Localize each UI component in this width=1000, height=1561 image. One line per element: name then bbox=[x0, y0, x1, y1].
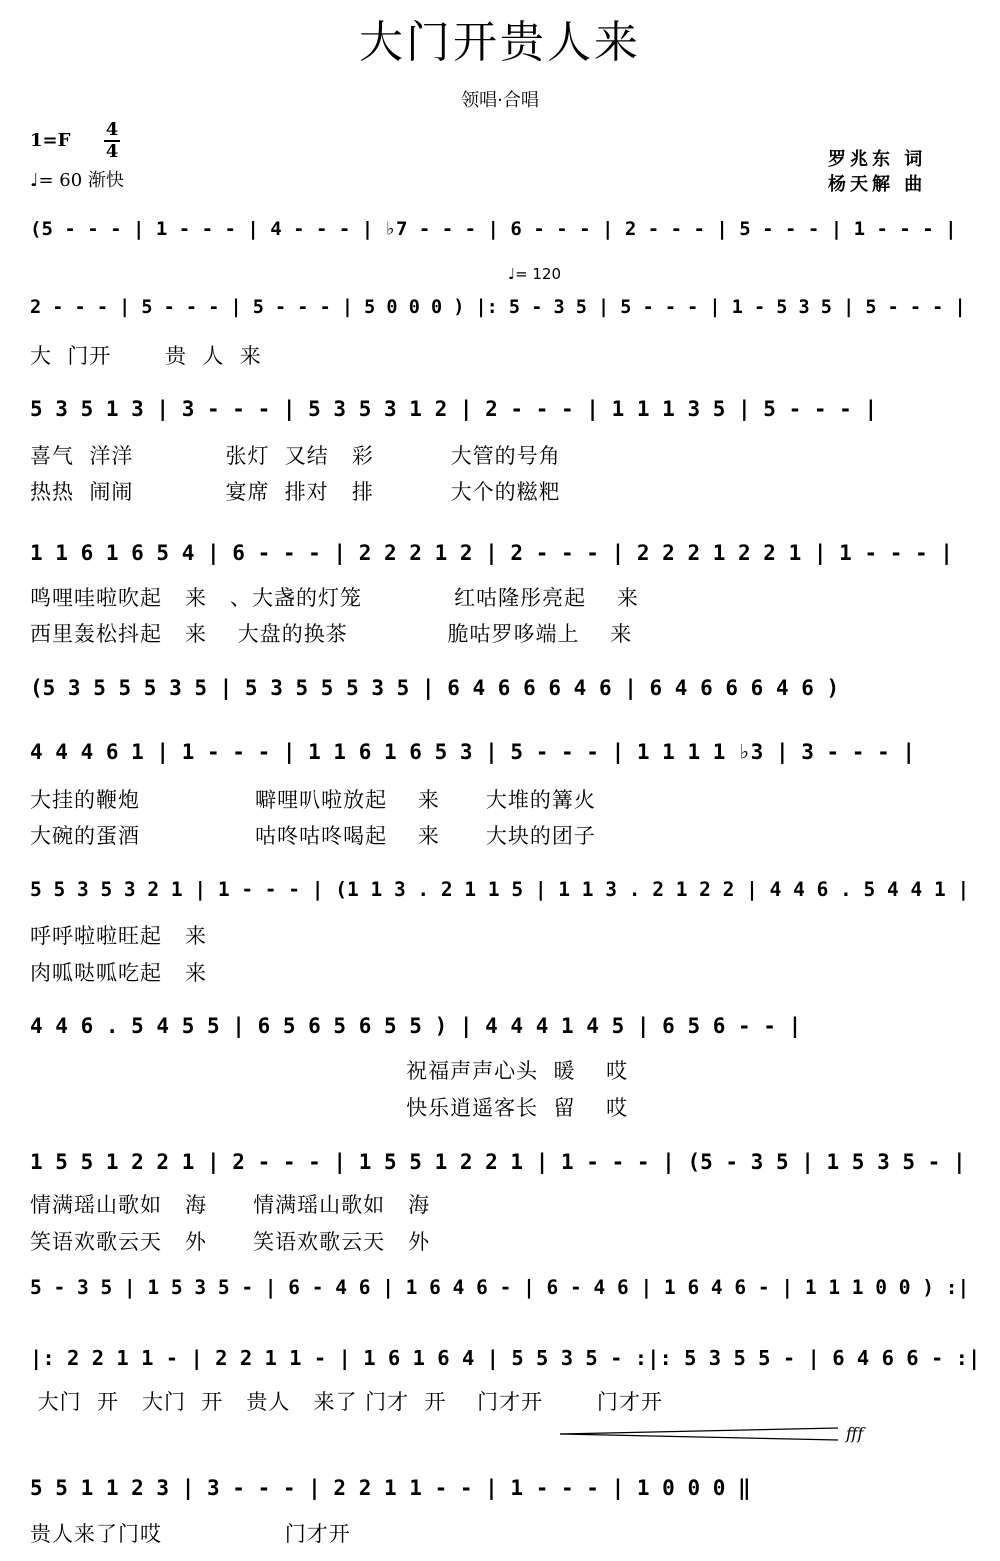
key-signature: 1=F bbox=[30, 130, 71, 151]
crescendo-hairpin bbox=[560, 1428, 838, 1440]
notation-line-5: (5 3 5 5 5 3 5 | 5 3 5 5 5 3 5 | 6 4 6 6 6 4 6 | 6 4 6 6 6 4 6 ) bbox=[30, 676, 840, 700]
composer-credit: 杨天解 曲 bbox=[828, 174, 927, 195]
subtitle: 领唱·合唱 bbox=[461, 90, 539, 111]
lyrics-line-9-verse-2: 笑语欢歌云天 外 笑语欢歌云天 外 bbox=[30, 1230, 431, 1254]
lyrics-line-3-verse-1: 喜气 洋洋 张灯 又结 彩 大管的号角 bbox=[30, 444, 561, 468]
lyrics-line-6-verse-1: 大挂的鞭炮 噼哩叭啦放起 来 大堆的篝火 bbox=[30, 788, 596, 812]
lyrics-line-8-verse-2: 快乐逍遥客长 留 哎 bbox=[30, 1096, 629, 1120]
lyrics-line-6-verse-2: 大碗的蛋酒 咕咚咕咚喝起 来 大块的团子 bbox=[30, 824, 596, 848]
lyrics-line-9-verse-1: 情满瑶山歌如 海 情满瑶山歌如 海 bbox=[30, 1193, 431, 1217]
notation-line-10: 5 - 3 5 | 1 5 3 5 - | 6 - 4 6 | 1 6 4 6 - | 6 - 4 6 | 1 6 4 6 - | 1 1 1 0 0 ) :| bbox=[30, 1276, 970, 1299]
notation-line-8: 4 4 6 . 5 4 5 5 | 6 5 6 5 6 5 5 ) | 4 4 4 1 4 5 | 6 5 6 - - | bbox=[30, 1014, 802, 1038]
time-signature-bottom: 4 bbox=[105, 141, 119, 162]
lyrics-line-12-verse-1: 贵人来了门哎 门才开 bbox=[30, 1522, 351, 1546]
notation-line-3: 5 3 5 1 3 | 3 - - - | 5 3 5 3 1 2 | 2 - - - | 1 1 1 3 5 | 5 - - - | bbox=[30, 397, 878, 421]
notation-line-12: 5 5 1 1 2 3 | 3 - - - | 2 2 1 1 - - | 1 - - - | 1 0 0 0 ‖ bbox=[30, 1476, 751, 1500]
tempo-change-marking: ♩= 120 bbox=[508, 265, 562, 283]
lyrics-line-2-verse-1: 大 门开 贵 人 来 bbox=[30, 344, 262, 368]
time-signature-top: 4 bbox=[105, 119, 119, 140]
notation-line-11: |: 2 2 1 1 - | 2 2 1 1 - | 1 6 1 6 4 | 5 5 3 5 - :|: 5 3 5 5 - | 6 4 6 6 - :| bbox=[30, 1346, 981, 1370]
lyrics-line-8-verse-1: 祝福声声心头 暖 哎 bbox=[30, 1059, 629, 1083]
notation-line-2: 2 - - - | 5 - - - | 5 - - - | 5 0 0 0 ) |: 5 - 3 5 | 5 - - - | 1 - 5 3 5 | 5 - - - | bbox=[30, 297, 966, 318]
lyrics-line-11-verse-1: 大门 开 大门 开 贵人 来了 门才 开 门才开 门才开 bbox=[30, 1390, 663, 1414]
lyrics-line-4-verse-1: 鸣哩哇啦吹起 来 、大盏的灯笼 红咕隆彤亮起 来 bbox=[30, 586, 639, 610]
dynamic-marking: fff bbox=[846, 1424, 864, 1443]
tempo-marking: ♩= 60 渐快 bbox=[30, 170, 124, 191]
page-title: 大门开贵人来 bbox=[359, 17, 641, 68]
notation-line-7: 5 5 3 5 3 2 1 | 1 - - - | (1 1 3 . 2 1 1 5 | 1 1 3 . 2 1 2 2 | 4 4 6 . 5 4 4 1 | bbox=[30, 878, 970, 901]
notation-line-4: 1 1 6 1 6 5 4 | 6 - - - | 2 2 2 1 2 | 2 - - - | 2 2 2 1 2 2 1 | 1 - - - | bbox=[30, 541, 953, 565]
lyrics-line-3-verse-2: 热热 闹闹 宴席 排对 排 大个的糍粑 bbox=[30, 480, 561, 504]
notation-line-1: (5 - - - | 1 - - - | 4 - - - | ♭7 - - - | 6 - - - | 2 - - - | 5 - - - | 1 - - - | bbox=[30, 218, 957, 240]
notation-line-6: 4 4 4 6 1 | 1 - - - | 1 1 6 1 6 5 3 | 5 - - - | 1 1 1 1 ♭3 | 3 - - - | bbox=[30, 740, 916, 764]
lyricist-credit: 罗兆东 词 bbox=[828, 149, 927, 170]
lyrics-line-7-verse-2: 肉呱哒呱吃起 来 bbox=[30, 961, 208, 985]
notation-line-9: 1 5 5 1 2 2 1 | 2 - - - | 1 5 5 1 2 2 1 | 1 - - - | (5 - 3 5 | 1 5 3 5 - | bbox=[30, 1150, 966, 1174]
lyrics-line-7-verse-1: 呼呼啦啦旺起 来 bbox=[30, 924, 208, 948]
lyrics-line-4-verse-2: 西里轰松抖起 来 大盘的换茶 脆咕罗哆端上 来 bbox=[30, 622, 633, 646]
